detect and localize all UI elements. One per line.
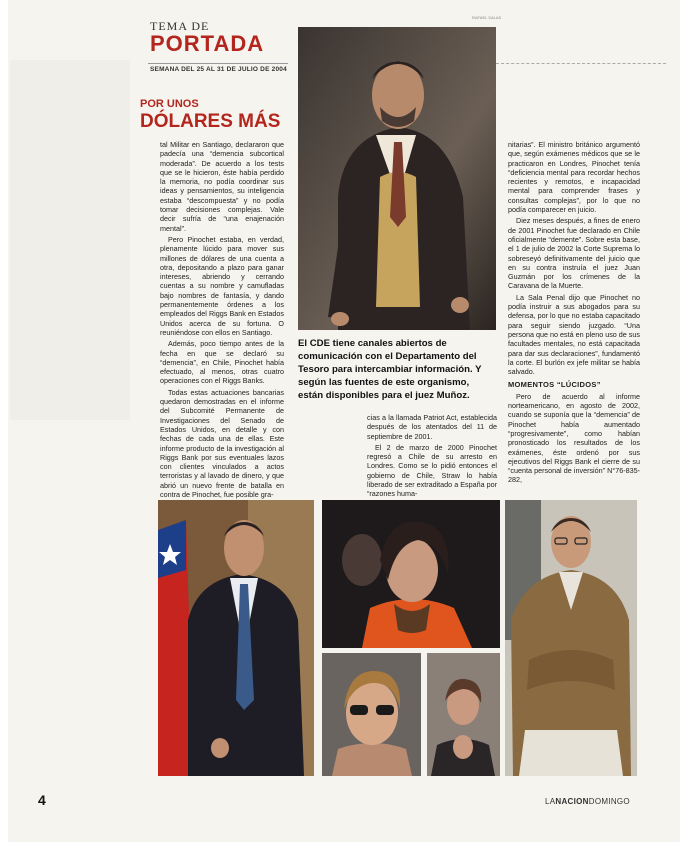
- woman-red-jacket-icon: [322, 500, 500, 648]
- footer-brand-la: LA: [545, 797, 556, 806]
- man-seated-icon: [505, 500, 637, 776]
- woman-clapping-icon: [427, 653, 500, 776]
- pull-quote: El CDE tiene canales abiertos de comunicación con el Departamento del Tesoro para intercambiar información. Y según las fuentes de este organismo, están disponibles para el juez Muñoz.: [298, 338, 482, 401]
- deck-small: POR UNOS: [140, 98, 199, 110]
- photo-credit: RAFAEL SALAS: [472, 15, 502, 20]
- col1-paragraph: tal Militar en Santiago, declararon que padecía una “demencia subcortical moderada”. De acuerdo a los tests que se le hicieron, éste había perdido la memoria, no podía coordinar sus ideas y pensamientos, su inteligencia estaba “descompuesta” y no podía tomar decisiones complejas. Vale decir sufría de “una enajenación mental”.: [160, 140, 284, 233]
- woman-sunglasses-icon: [322, 653, 421, 776]
- col3-paragraph: nitarias”. El ministro británico argumentó que, según exámenes médicos que se le practicaron en Londres, Pinochet tenía “deficiencia mental para recordar hechos recientes y remotos, e incapacidad mental para comprender frases y consultas complejas”, por lo que no podía comparecer en juicio.: [508, 140, 640, 215]
- col3-paragraph: Pero de acuerdo al informe norteamericano, en agosto de 2002, cuando se suponía que la “demencia” de Pinochet había aumentado “progresivamente”, como habían pronosticado los resultados de los exámenes, éste ordenó por sus ejecutivos del Riggs Bank el cierre de su “cuenta personal de inversión” N°76-835-282,: [508, 391, 640, 485]
- deck-headline: DÓLARES MÁS: [140, 111, 281, 132]
- footer-brand: [545, 797, 630, 806]
- col1-paragraph: Pero Pinochet estaba, en verdad, plenamente lúcido para mover sus millones de dólares de una cuenta a otra, depositando a plazo para ganar intereses, abriendo y cerrando cuentas a su nombre y camufladas bajo nombres de fantasía, y dando permanentemente órdenes a los empleados del Riggs Bank en Estados Unidos acerca de su fortuna. O reuniéndose con ellos en Santiago.: [160, 234, 284, 337]
- article-column-1: [160, 140, 284, 501]
- col2-paragraph: cias a la llamada Patriot Act, establecida después de los atentados del 11 de septiembre de 2001.: [367, 413, 497, 441]
- header-rule: [148, 63, 288, 64]
- col3-subhead: MOMENTOS “LÚCIDOS”: [508, 380, 601, 390]
- main-photo: [298, 27, 496, 330]
- photo-bottom-left: [158, 500, 314, 776]
- col3-paragraph: Diez meses después, a fines de enero de 2001 Pinochet fue declarado en Chile oficialmente “demente”. Sobre esta base, el 1 de julio de 2002 la Corte Suprema lo sobreseyó definitivamente del juicio que en su contra instruía el juez Juan Guzmán por los crímenes de la Caravana de la Muerte.: [508, 216, 640, 291]
- faded-left-column: [10, 60, 130, 420]
- page-number: 4: [38, 792, 46, 808]
- article-column-3: [508, 140, 640, 487]
- photo-bottom-center-top: [322, 500, 500, 648]
- photo-bottom-right: [505, 500, 637, 776]
- portrait-man-suit-icon: [298, 27, 496, 330]
- footer-brand-nacion: NACION: [555, 797, 589, 806]
- col2-paragraph: El 2 de marzo de 2000 Pinochet regresó a Chile de su arresto en Londres. Como se lo pidió entonces el gobierno de Chile, Straw lo había liberado de ser extraditado a España por “razones huma-: [367, 442, 497, 499]
- photo-bottom-center-right: [427, 653, 500, 776]
- col1-paragraph: Todas estas actuaciones bancarias quedaron demostradas en el informe del Subcomité Permanente de Investigaciones del Senado de Estados Unidos, en detalle y con fechas de cada una de ellas. Este informe producto de la investigación al Riggs Bank por sus eventuales lazos con clientes vinculados a actos terroristas y al lavado de dinero, y que abrió un nuevo frente de batalla en contra de Pinochet, fue posible gra-: [160, 387, 284, 499]
- dateline: SEMANA DEL 25 AL 31 DE JULIO DE 2004: [150, 66, 287, 73]
- photo-bottom-center-left: [322, 653, 421, 776]
- dashed-rule: [496, 63, 666, 64]
- col3-paragraph: La Sala Penal dijo que Pinochet no podía instruir a sus abogados para su defensa, por lo que no estaba capacitado para seguir siendo juzgado. “Una persona que no está en pleno uso de sus facultades mentales, no está capacitada para dar sus declaraciones”, fundamentó la corte. El burlón ex jefe militar se había salvado.: [508, 292, 640, 377]
- section-header: [150, 20, 290, 55]
- section-kicker-big: PORTADA: [150, 31, 265, 56]
- section-kicker-small: TEMA DE: [150, 19, 210, 33]
- article-column-2: [367, 413, 497, 501]
- col1-paragraph: Además, poco tiempo antes de la fecha en que se declaró su “demencia”, en Chile, Pinochet había efectuado, al menos, otras cuatro operaciones con el Riggs Banks.: [160, 339, 284, 386]
- man-with-flag-icon: [158, 500, 314, 776]
- footer-brand-domingo: DOMINGO: [588, 797, 630, 806]
